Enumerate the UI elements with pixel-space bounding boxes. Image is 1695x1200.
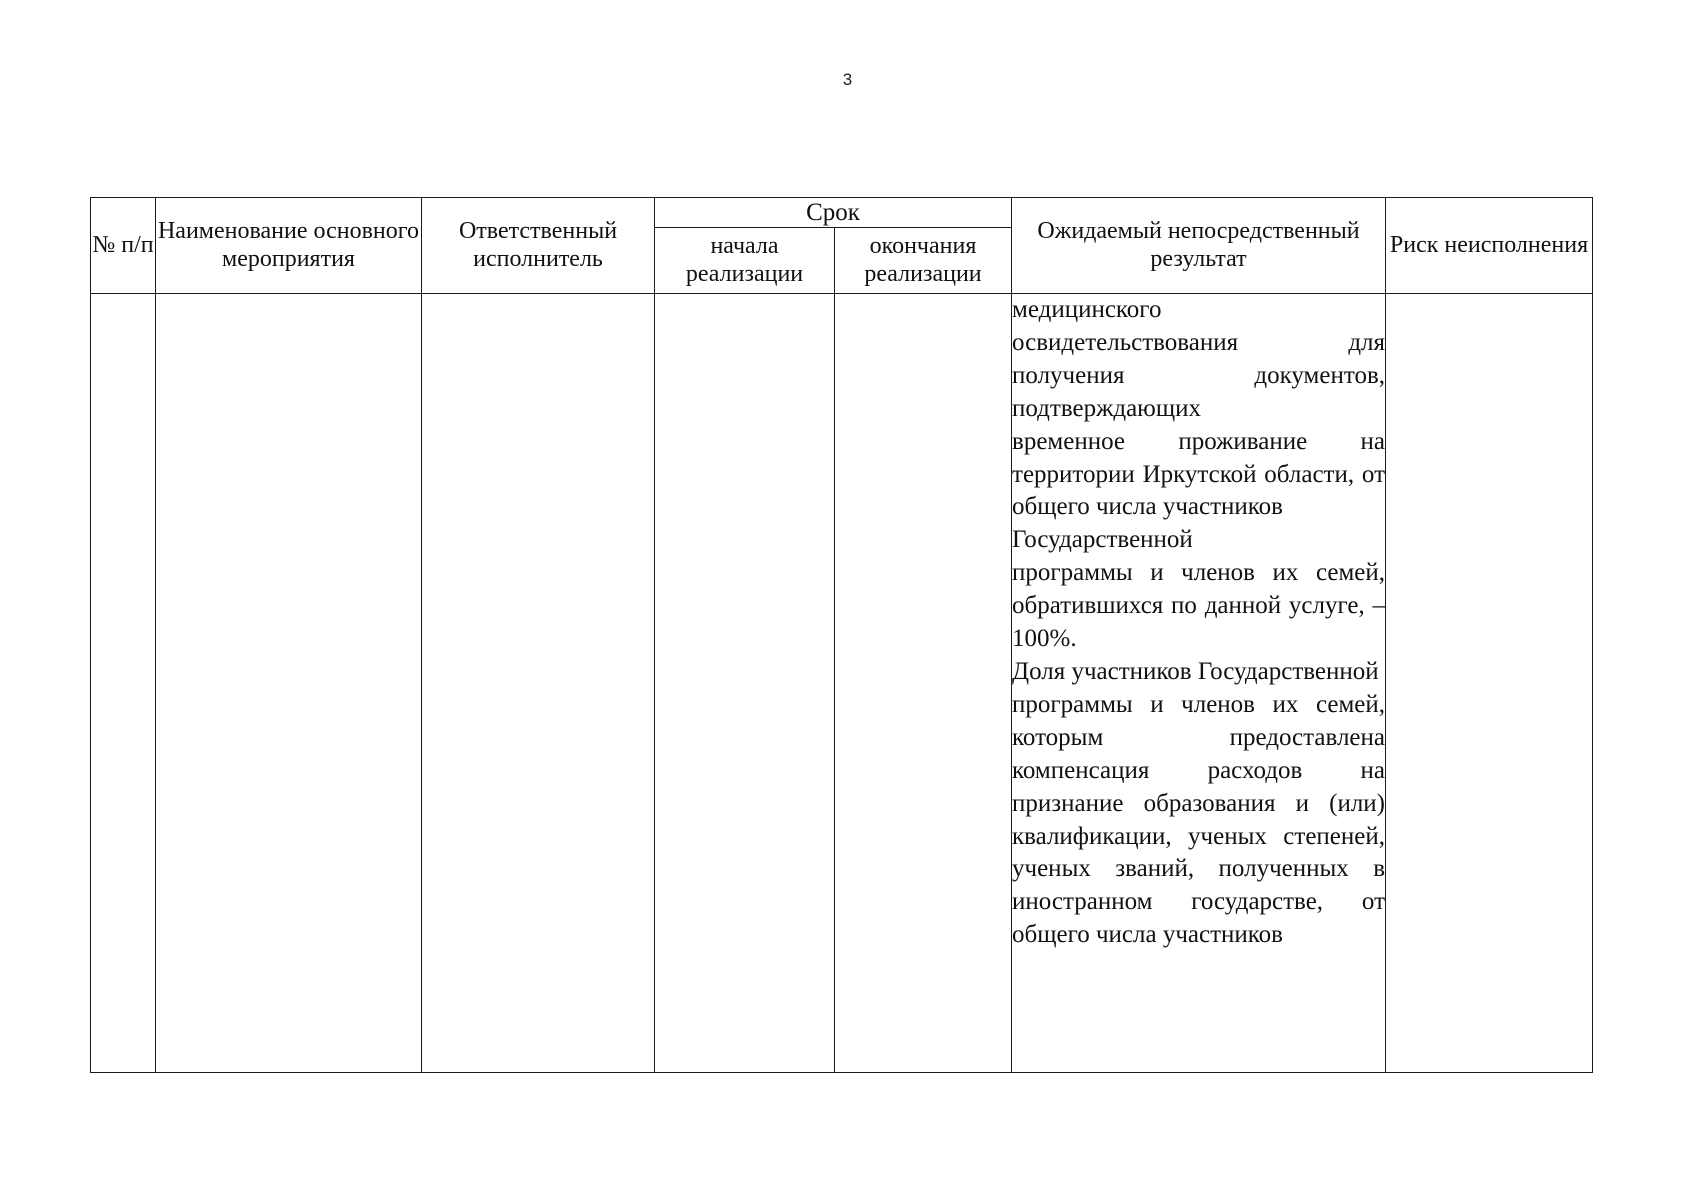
page-number: 3 bbox=[842, 70, 853, 89]
cell-term-end bbox=[835, 294, 1012, 1073]
header-row-top bbox=[91, 198, 1593, 228]
result-paragraph: программы и членов их семей, обратившихся по данной услуге, – 100%. bbox=[1012, 559, 1386, 653]
header-term-start: начала реализации bbox=[655, 228, 835, 294]
cell-term-start bbox=[655, 294, 835, 1073]
result-paragraph: медицинского освидетельствования для получения документов, подтверждающих bbox=[1012, 296, 1386, 422]
table-header bbox=[91, 198, 1593, 294]
header-name: Наименование основного мероприятия bbox=[156, 198, 422, 294]
measures-table bbox=[90, 197, 1593, 1073]
cell-risk bbox=[1386, 294, 1593, 1073]
header-term: Срок bbox=[655, 198, 1012, 228]
cell-name bbox=[156, 294, 422, 1073]
result-paragraph: временное проживание на территории Иркутской области, от общего числа участников bbox=[1012, 427, 1386, 521]
cell-num bbox=[91, 294, 156, 1073]
result-paragraph: Доля участников Государственной bbox=[1012, 657, 1379, 685]
header-num: № п/п bbox=[91, 198, 156, 294]
header-result: Ожидаемый непосредственный результат bbox=[1012, 198, 1386, 294]
result-text bbox=[1012, 294, 1385, 1066]
header-executor: Ответственный исполнитель bbox=[422, 198, 655, 294]
header-risk: Риск неисполнения bbox=[1386, 198, 1593, 294]
cell-executor bbox=[422, 294, 655, 1073]
result-paragraph: программы и членов их семей, которым предоставлена компенсация расходов на признание образования и (или) квалификации, ученых степеней, ученых званий, полученных в иностранном государстве, от общего числа участников bbox=[1012, 690, 1386, 949]
table-row bbox=[91, 294, 1593, 1073]
result-paragraph: Государственной bbox=[1012, 526, 1193, 554]
cell-result bbox=[1012, 294, 1386, 1073]
header-term-end: окончания реализации bbox=[835, 228, 1012, 294]
